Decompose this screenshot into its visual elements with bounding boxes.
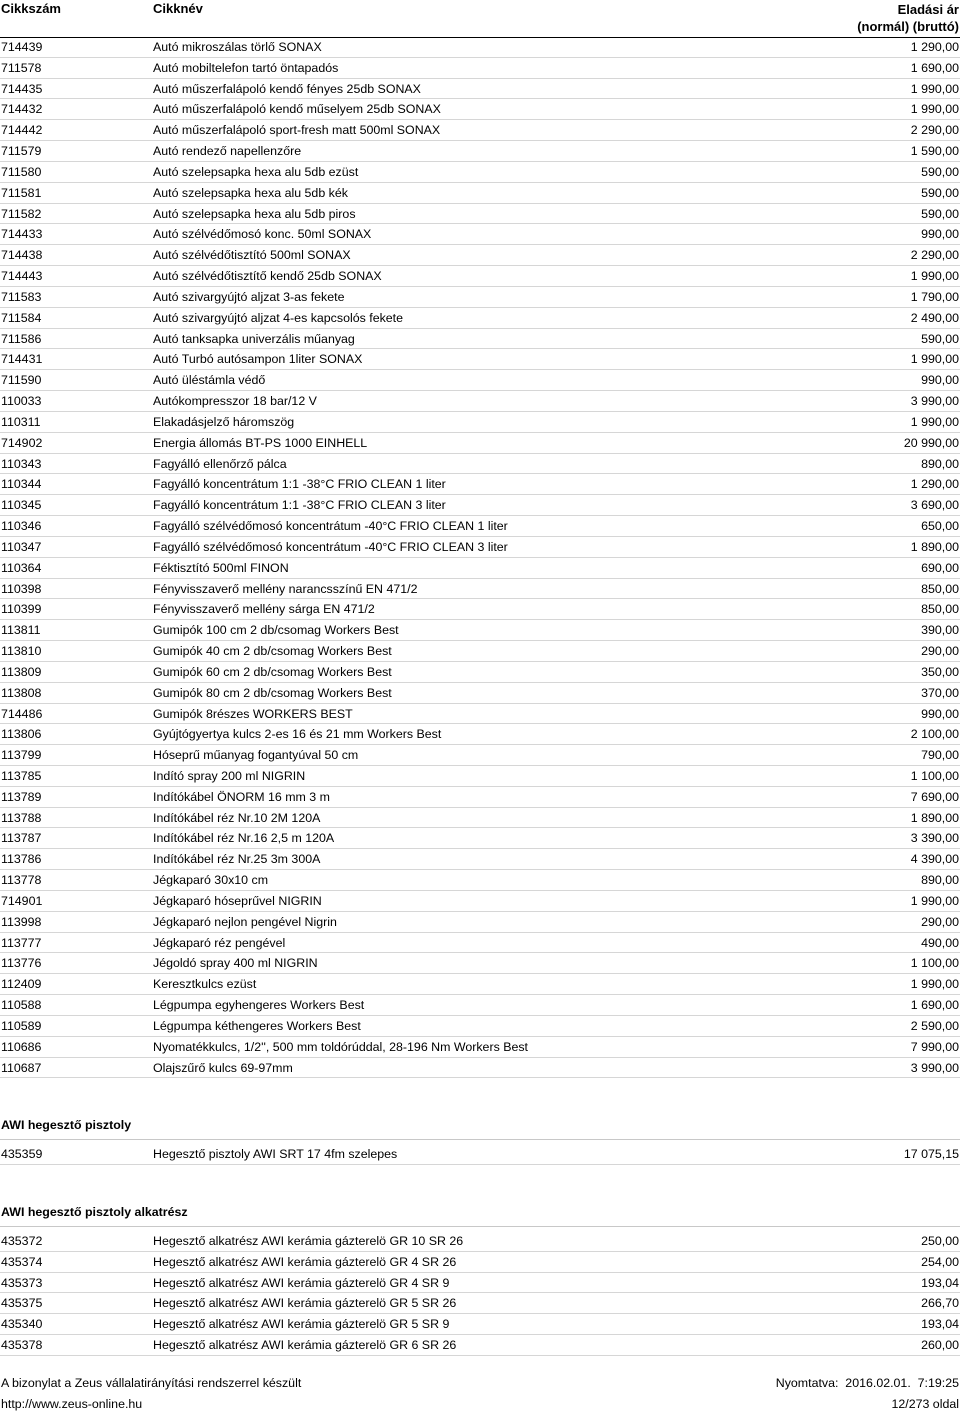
table-row <box>0 454 960 475</box>
product-name: Fagyálló koncentrátum 1:1 -38°C FRIO CLEAN 1 liter <box>153 477 446 492</box>
product-code: 435378 <box>1 1338 43 1353</box>
product-code: 714901 <box>1 893 43 908</box>
product-code: 711590 <box>1 373 42 388</box>
product-price: 1 990,00 <box>910 102 959 117</box>
product-code: 113799 <box>1 748 42 763</box>
product-price: 17 075,15 <box>903 1147 959 1161</box>
product-code: 110399 <box>1 602 42 617</box>
product-name: Gumipók 60 cm 2 db/csomag Workers Best <box>153 664 392 679</box>
product-name: Féktisztító 500ml FINON <box>153 560 289 575</box>
product-name: Hóseprű műanyag fogantyúval 50 cm <box>153 748 359 763</box>
product-code: 711582 <box>1 206 42 221</box>
product-name: Autó mobiltelefon tartó öntapadós <box>153 60 339 75</box>
table-row <box>0 995 960 1016</box>
section-divider <box>0 1226 960 1227</box>
product-code: 112409 <box>1 977 42 992</box>
table-row <box>0 537 960 558</box>
footer-page-number: 12/273 oldal <box>891 1397 959 1411</box>
product-name: Gumipók 100 cm 2 db/csomag Workers Best <box>153 623 399 638</box>
table-row <box>0 141 960 162</box>
table-row <box>0 724 960 745</box>
product-price: 266,70 <box>921 1296 959 1311</box>
table-row <box>0 162 960 183</box>
product-price: 2 290,00 <box>910 248 959 263</box>
product-price: 1 690,00 <box>910 998 959 1013</box>
table-row <box>0 391 960 412</box>
product-code: 110346 <box>1 519 42 534</box>
product-name: Autó rendező napellenzőre <box>153 144 302 159</box>
product-name: Autó üléstámla védő <box>153 373 266 388</box>
table-row <box>0 58 960 79</box>
table-row <box>0 120 960 141</box>
product-code: 113806 <box>1 727 42 742</box>
product-table <box>0 37 960 1078</box>
product-code: 714435 <box>1 81 43 96</box>
table-row <box>0 349 960 370</box>
table-row <box>0 412 960 433</box>
product-price: 20 990,00 <box>903 435 959 450</box>
product-name: Autókompresszor 18 bar/12 V <box>153 394 317 409</box>
table-row <box>0 287 960 308</box>
product-name: Jégkaparó hóseprűvel NIGRIN <box>153 893 322 908</box>
product-code: 714438 <box>1 248 43 263</box>
product-price: 3 690,00 <box>910 498 959 513</box>
product-name: Indítókábel réz Nr.10 2M 120A <box>153 810 321 825</box>
product-name: Indítókábel réz Nr.25 3m 300A <box>153 852 321 867</box>
table-row <box>0 745 960 766</box>
product-price: 290,00 <box>921 914 959 929</box>
product-code: 110588 <box>1 998 42 1013</box>
product-name: Jégkaparó réz pengével <box>153 935 286 950</box>
table-row <box>0 1273 960 1294</box>
product-name: Autó műszerfalápoló sport-fresh matt 500ml SONAX <box>153 123 441 138</box>
column-header-price-label: Eladási ár <box>897 2 959 17</box>
product-price: 1 590,00 <box>910 144 959 159</box>
product-name: Hegesztő pisztoly AWI SRT 17 4fm szelepes <box>153 1147 398 1161</box>
product-price: 350,00 <box>921 664 959 679</box>
product-price: 1 990,00 <box>910 352 959 367</box>
product-code: 113778 <box>1 873 42 888</box>
column-header-name: Cikknév <box>153 1 203 16</box>
product-price: 7 990,00 <box>910 1039 959 1054</box>
product-price: 1 290,00 <box>910 40 959 54</box>
product-name: Autó szélvédőtisztító 500ml SONAX <box>153 248 351 263</box>
product-price: 490,00 <box>921 935 959 950</box>
product-price: 1 990,00 <box>910 977 959 992</box>
product-price: 7 690,00 <box>910 789 959 804</box>
product-price: 1 690,00 <box>910 60 959 75</box>
section-title-awi-parts: AWI hegesztő pisztoly alkatrész <box>1 1205 188 1219</box>
product-price: 2 490,00 <box>910 310 959 325</box>
product-code: 113787 <box>1 831 42 846</box>
product-price: 2 290,00 <box>910 123 959 138</box>
product-name: Hegesztő alkatrész AWI kerámia gázterelö GR 5 SR 9 <box>153 1317 450 1332</box>
product-code: 711580 <box>1 164 42 179</box>
table-row <box>0 79 960 100</box>
product-name: Fagyálló ellenőrző pálca <box>153 456 287 471</box>
product-price: 990,00 <box>921 373 959 388</box>
table-row <box>0 704 960 725</box>
product-price: 590,00 <box>921 164 959 179</box>
product-name: Hegesztő alkatrész AWI kerámia gázterelö GR 4 SR 26 <box>153 1254 457 1269</box>
product-name: Autó műszerfalápoló kendő műselyem 25db SONAX <box>153 102 441 117</box>
product-code: 110589 <box>1 1018 42 1033</box>
table-row <box>0 266 960 287</box>
product-price: 193,04 <box>921 1275 959 1290</box>
table-row <box>0 183 960 204</box>
product-name: Légpumpa egyhengeres Workers Best <box>153 998 365 1013</box>
table-row <box>0 912 960 933</box>
product-name: Autó szelepsapka hexa alu 5db ezüst <box>153 164 359 179</box>
product-code: 110398 <box>1 581 42 596</box>
product-code: 110686 <box>1 1039 42 1054</box>
product-code: 113788 <box>1 810 42 825</box>
table-row <box>0 1058 960 1079</box>
table-row <box>0 37 960 58</box>
product-price: 1 290,00 <box>910 477 959 492</box>
table-row <box>0 433 960 454</box>
footer-print-date: Nyomtatva: 2016.02.01. 7:19:25 <box>775 1376 959 1390</box>
product-code: 110347 <box>1 539 42 554</box>
product-code: 435374 <box>1 1254 43 1269</box>
product-code: 435372 <box>1 1234 43 1248</box>
product-price: 650,00 <box>921 519 959 534</box>
product-code: 435359 <box>1 1147 43 1161</box>
product-price: 1 990,00 <box>910 414 959 429</box>
product-price: 890,00 <box>921 873 959 888</box>
product-price: 1 100,00 <box>910 768 959 783</box>
table-row <box>0 1314 960 1335</box>
table-row <box>0 620 960 641</box>
table-row <box>0 1293 960 1314</box>
product-price: 1 790,00 <box>910 289 959 304</box>
table-row <box>0 245 960 266</box>
product-name: Autó Turbó autósampon 1liter SONAX <box>153 352 363 367</box>
awi-table <box>0 1144 960 1165</box>
table-row <box>0 974 960 995</box>
table-row <box>0 1037 960 1058</box>
product-code: 113810 <box>1 644 42 659</box>
table-row <box>0 641 960 662</box>
table-row <box>0 787 960 808</box>
product-price: 250,00 <box>921 1234 959 1248</box>
product-name: Fényvisszaverő mellény sárga EN 471/2 <box>153 602 375 617</box>
product-price: 590,00 <box>921 206 959 221</box>
product-name: Jégoldó spray 400 ml NIGRIN <box>153 956 318 971</box>
product-price: 850,00 <box>921 602 959 617</box>
product-price: 990,00 <box>921 227 959 242</box>
section-title-awi: AWI hegesztő pisztoly <box>1 1118 132 1132</box>
table-row <box>0 558 960 579</box>
product-name: Autó mikroszálas törlő SONAX <box>153 40 322 54</box>
table-row <box>0 953 960 974</box>
product-name: Elakadásjelző háromszög <box>153 414 295 429</box>
product-code: 714443 <box>1 269 43 284</box>
product-price: 850,00 <box>921 581 959 596</box>
product-code: 714486 <box>1 706 43 721</box>
product-price: 390,00 <box>921 623 959 638</box>
product-price: 690,00 <box>921 560 959 575</box>
column-header-price <box>857 1 959 35</box>
table-row <box>0 683 960 704</box>
footer-generated-by: A bizonylat a Zeus vállalatirányítási rendszerrel készült <box>1 1376 302 1390</box>
table-row <box>0 891 960 912</box>
product-price: 3 390,00 <box>910 831 959 846</box>
product-price: 290,00 <box>921 644 959 659</box>
product-name: Indítókábel ÖNORM 16 mm 3 m <box>153 789 330 804</box>
section-divider <box>0 1139 960 1140</box>
product-name: Indító spray 200 ml NIGRIN <box>153 768 306 783</box>
product-price: 193,04 <box>921 1317 959 1332</box>
product-name: Olajszűrő kulcs 69-97mm <box>153 1060 293 1075</box>
product-name: Nyomatékkulcs, 1/2'', 500 mm toldórúddal, 28-196 Nm Workers Best <box>153 1039 528 1054</box>
table-row <box>0 808 960 829</box>
product-code: 714432 <box>1 102 43 117</box>
product-code: 113786 <box>1 852 42 867</box>
product-price: 1 100,00 <box>910 956 959 971</box>
product-name: Légpumpa kéthengeres Workers Best <box>153 1018 361 1033</box>
product-name: Fagyálló szélvédőmosó koncentrátum -40°C FRIO CLEAN 3 liter <box>153 539 508 554</box>
product-code: 435340 <box>1 1317 43 1332</box>
product-name: Fagyálló koncentrátum 1:1 -38°C FRIO CLEAN 3 liter <box>153 498 446 513</box>
product-price: 1 990,00 <box>910 81 959 96</box>
table-row <box>0 224 960 245</box>
product-code: 110687 <box>1 1060 42 1075</box>
column-header-price-sublabel: (normál) (bruttó) <box>857 19 959 34</box>
product-code: 113998 <box>1 914 42 929</box>
table-row <box>0 329 960 350</box>
table-row <box>0 599 960 620</box>
table-row <box>0 579 960 600</box>
product-price: 1 990,00 <box>910 269 959 284</box>
table-row <box>0 308 960 329</box>
product-code: 435373 <box>1 1275 43 1290</box>
table-row <box>0 1231 960 1252</box>
product-code: 113776 <box>1 956 42 971</box>
product-price: 260,00 <box>921 1338 959 1353</box>
product-code: 113808 <box>1 685 42 700</box>
product-name: Energia állomás BT-PS 1000 EINHELL <box>153 435 368 450</box>
product-price: 370,00 <box>921 685 959 700</box>
product-name: Autó tanksapka univerzális műanyag <box>153 331 355 346</box>
product-code: 110345 <box>1 498 42 513</box>
footer-url-link[interactable]: http://www.zeus-online.hu <box>1 1397 143 1411</box>
column-header-code: Cikkszám <box>1 1 61 16</box>
awi-parts-table <box>0 1231 960 1356</box>
product-name: Fagyálló szélvédőmosó koncentrátum -40°C FRIO CLEAN 1 liter <box>153 519 508 534</box>
product-name: Jégkaparó 30x10 cm <box>153 873 269 888</box>
product-name: Hegesztő alkatrész AWI kerámia gázterelö GR 10 SR 26 <box>153 1234 464 1248</box>
product-code: 110364 <box>1 560 42 575</box>
table-row <box>0 662 960 683</box>
table-row <box>0 516 960 537</box>
product-price: 4 390,00 <box>910 852 959 867</box>
product-name: Keresztkulcs ezüst <box>153 977 257 992</box>
table-row <box>0 828 960 849</box>
table-row <box>0 495 960 516</box>
product-name: Hegesztő alkatrész AWI kerámia gázterelö GR 6 SR 26 <box>153 1338 457 1353</box>
table-row <box>0 766 960 787</box>
product-name: Autó szelepsapka hexa alu 5db piros <box>153 206 356 221</box>
product-name: Autó szivargyújtó aljzat 3-as fekete <box>153 289 345 304</box>
product-name: Jégkaparó nejlon pengével Nigrin <box>153 914 337 929</box>
product-code: 714431 <box>1 352 43 367</box>
product-name: Gumipók 8részes WORKERS BEST <box>153 706 353 721</box>
product-price: 254,00 <box>921 1254 959 1269</box>
product-code: 714439 <box>1 40 43 54</box>
product-code: 110343 <box>1 456 42 471</box>
product-name: Hegesztő alkatrész AWI kerámia gázterelö GR 5 SR 26 <box>153 1296 457 1311</box>
table-row <box>0 474 960 495</box>
product-code: 113785 <box>1 768 42 783</box>
product-code: 714902 <box>1 435 43 450</box>
product-price: 2 100,00 <box>910 727 959 742</box>
product-code: 110311 <box>1 414 41 429</box>
product-price: 1 890,00 <box>910 539 959 554</box>
product-name: Gyújtógyertya kulcs 2-es 16 és 21 mm Workers Best <box>153 727 442 742</box>
product-code: 435375 <box>1 1296 43 1311</box>
product-price: 3 990,00 <box>910 1060 959 1075</box>
table-row <box>0 933 960 954</box>
product-code: 110344 <box>1 477 42 492</box>
product-price: 990,00 <box>921 706 959 721</box>
product-price: 3 990,00 <box>910 394 959 409</box>
product-code: 113777 <box>1 935 42 950</box>
product-code: 714433 <box>1 227 43 242</box>
table-row <box>0 99 960 120</box>
product-price: 2 590,00 <box>910 1018 959 1033</box>
product-name: Autó szélvédőtisztítő kendő 25db SONAX <box>153 269 382 284</box>
table-row <box>0 1335 960 1356</box>
product-code: 711579 <box>1 144 42 159</box>
product-code: 113789 <box>1 789 42 804</box>
product-code: 113809 <box>1 664 42 679</box>
product-code: 711581 <box>1 185 42 200</box>
product-code: 711578 <box>1 60 42 75</box>
product-name: Autó műszerfalápoló kendő fényes 25db SONAX <box>153 81 421 96</box>
table-row <box>0 1016 960 1037</box>
product-code: 711586 <box>1 331 42 346</box>
product-price: 790,00 <box>921 748 959 763</box>
product-price: 590,00 <box>921 331 959 346</box>
table-row <box>0 1252 960 1273</box>
product-price: 890,00 <box>921 456 959 471</box>
product-code: 110033 <box>1 394 42 409</box>
table-row <box>0 204 960 225</box>
table-row <box>0 870 960 891</box>
product-name: Fényvisszaverő mellény narancsszínű EN 471/2 <box>153 581 418 596</box>
table-row <box>0 370 960 391</box>
table-header <box>0 0 960 38</box>
product-name: Gumipók 80 cm 2 db/csomag Workers Best <box>153 685 392 700</box>
product-name: Autó szélvédőmosó konc. 50ml SONAX <box>153 227 372 242</box>
product-name: Autó szivargyújtó aljzat 4-es kapcsolós fekete <box>153 310 404 325</box>
product-price: 590,00 <box>921 185 959 200</box>
product-price: 1 990,00 <box>910 893 959 908</box>
table-row <box>0 1144 960 1165</box>
product-code: 711583 <box>1 289 42 304</box>
product-code: 113811 <box>1 623 41 638</box>
product-code: 714442 <box>1 123 43 138</box>
product-name: Hegesztő alkatrész AWI kerámia gázterelö GR 4 SR 9 <box>153 1275 450 1290</box>
product-name: Autó szelepsapka hexa alu 5db kék <box>153 185 348 200</box>
product-code: 711584 <box>1 310 42 325</box>
product-price: 1 890,00 <box>910 810 959 825</box>
product-name: Indítókábel réz Nr.16 2,5 m 120A <box>153 831 335 846</box>
table-row <box>0 849 960 870</box>
product-name: Gumipók 40 cm 2 db/csomag Workers Best <box>153 644 392 659</box>
